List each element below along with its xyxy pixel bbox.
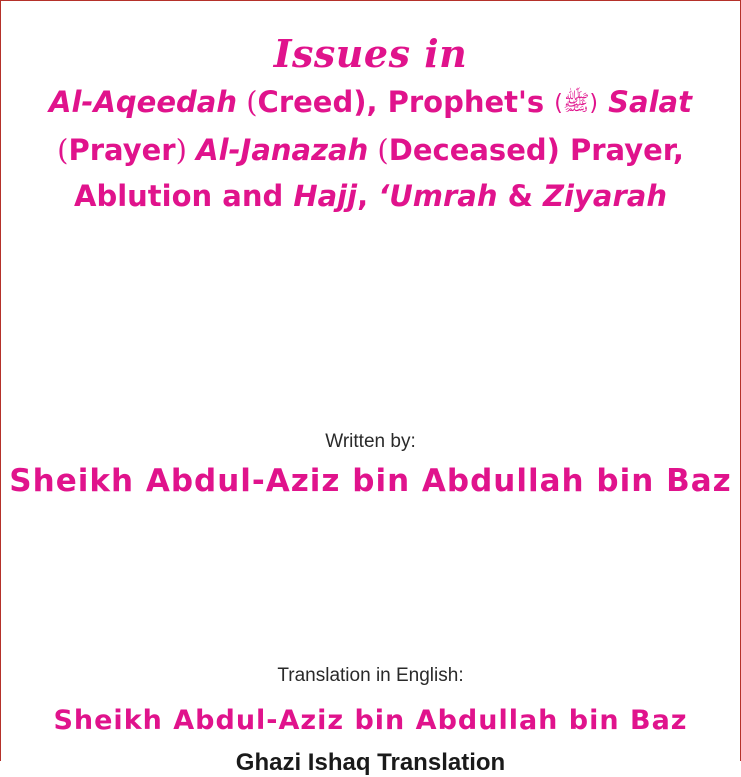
title-term-hajj: Hajj [293, 179, 358, 213]
title-line-2 [1, 127, 740, 173]
title-term-salat: Salat [608, 85, 692, 119]
title-term-creed: Creed [257, 85, 354, 119]
title-term-janazah: Al-Janazah [196, 133, 369, 167]
title-paren: ( [236, 85, 258, 119]
title-term-prophets: ), Prophet's [353, 85, 555, 119]
title-paren: ( [57, 133, 69, 167]
title-space [598, 85, 608, 119]
title-term-prayer-2: ) Prayer, [546, 133, 684, 167]
author-name: Sheikh Abdul-Aziz bin Abdullah bin Baz [9, 463, 732, 499]
title-term-ziyarah: Ziyarah [543, 179, 667, 213]
title-term-prayer: Prayer [68, 133, 176, 167]
title-comma: , [357, 179, 379, 213]
book-title [1, 29, 740, 219]
title-paren: ) [175, 133, 197, 167]
title-term-umrah: ‘Umrah [378, 179, 498, 213]
title-paren: ( [368, 133, 389, 167]
translator-name: Sheikh Abdul-Aziz bin Abdullah bin Baz [53, 705, 688, 736]
title-main: Issues in [273, 31, 468, 76]
cut-off-text: Ghazi Ishaq Translation [235, 749, 506, 776]
written-by-label: Written by: [325, 431, 416, 452]
title-line-1 [1, 79, 740, 127]
title-term-deceased: Deceased [388, 133, 547, 167]
translation-label: Translation in English: [277, 665, 464, 686]
title-line-3 [1, 173, 740, 219]
title-ampersand: & [497, 179, 543, 213]
title-term-ablution: Ablution and [74, 179, 294, 213]
title-term-aqeedah: Al-Aqeedah [49, 85, 237, 119]
honorific-glyph: (ﷺ) [554, 91, 599, 116]
